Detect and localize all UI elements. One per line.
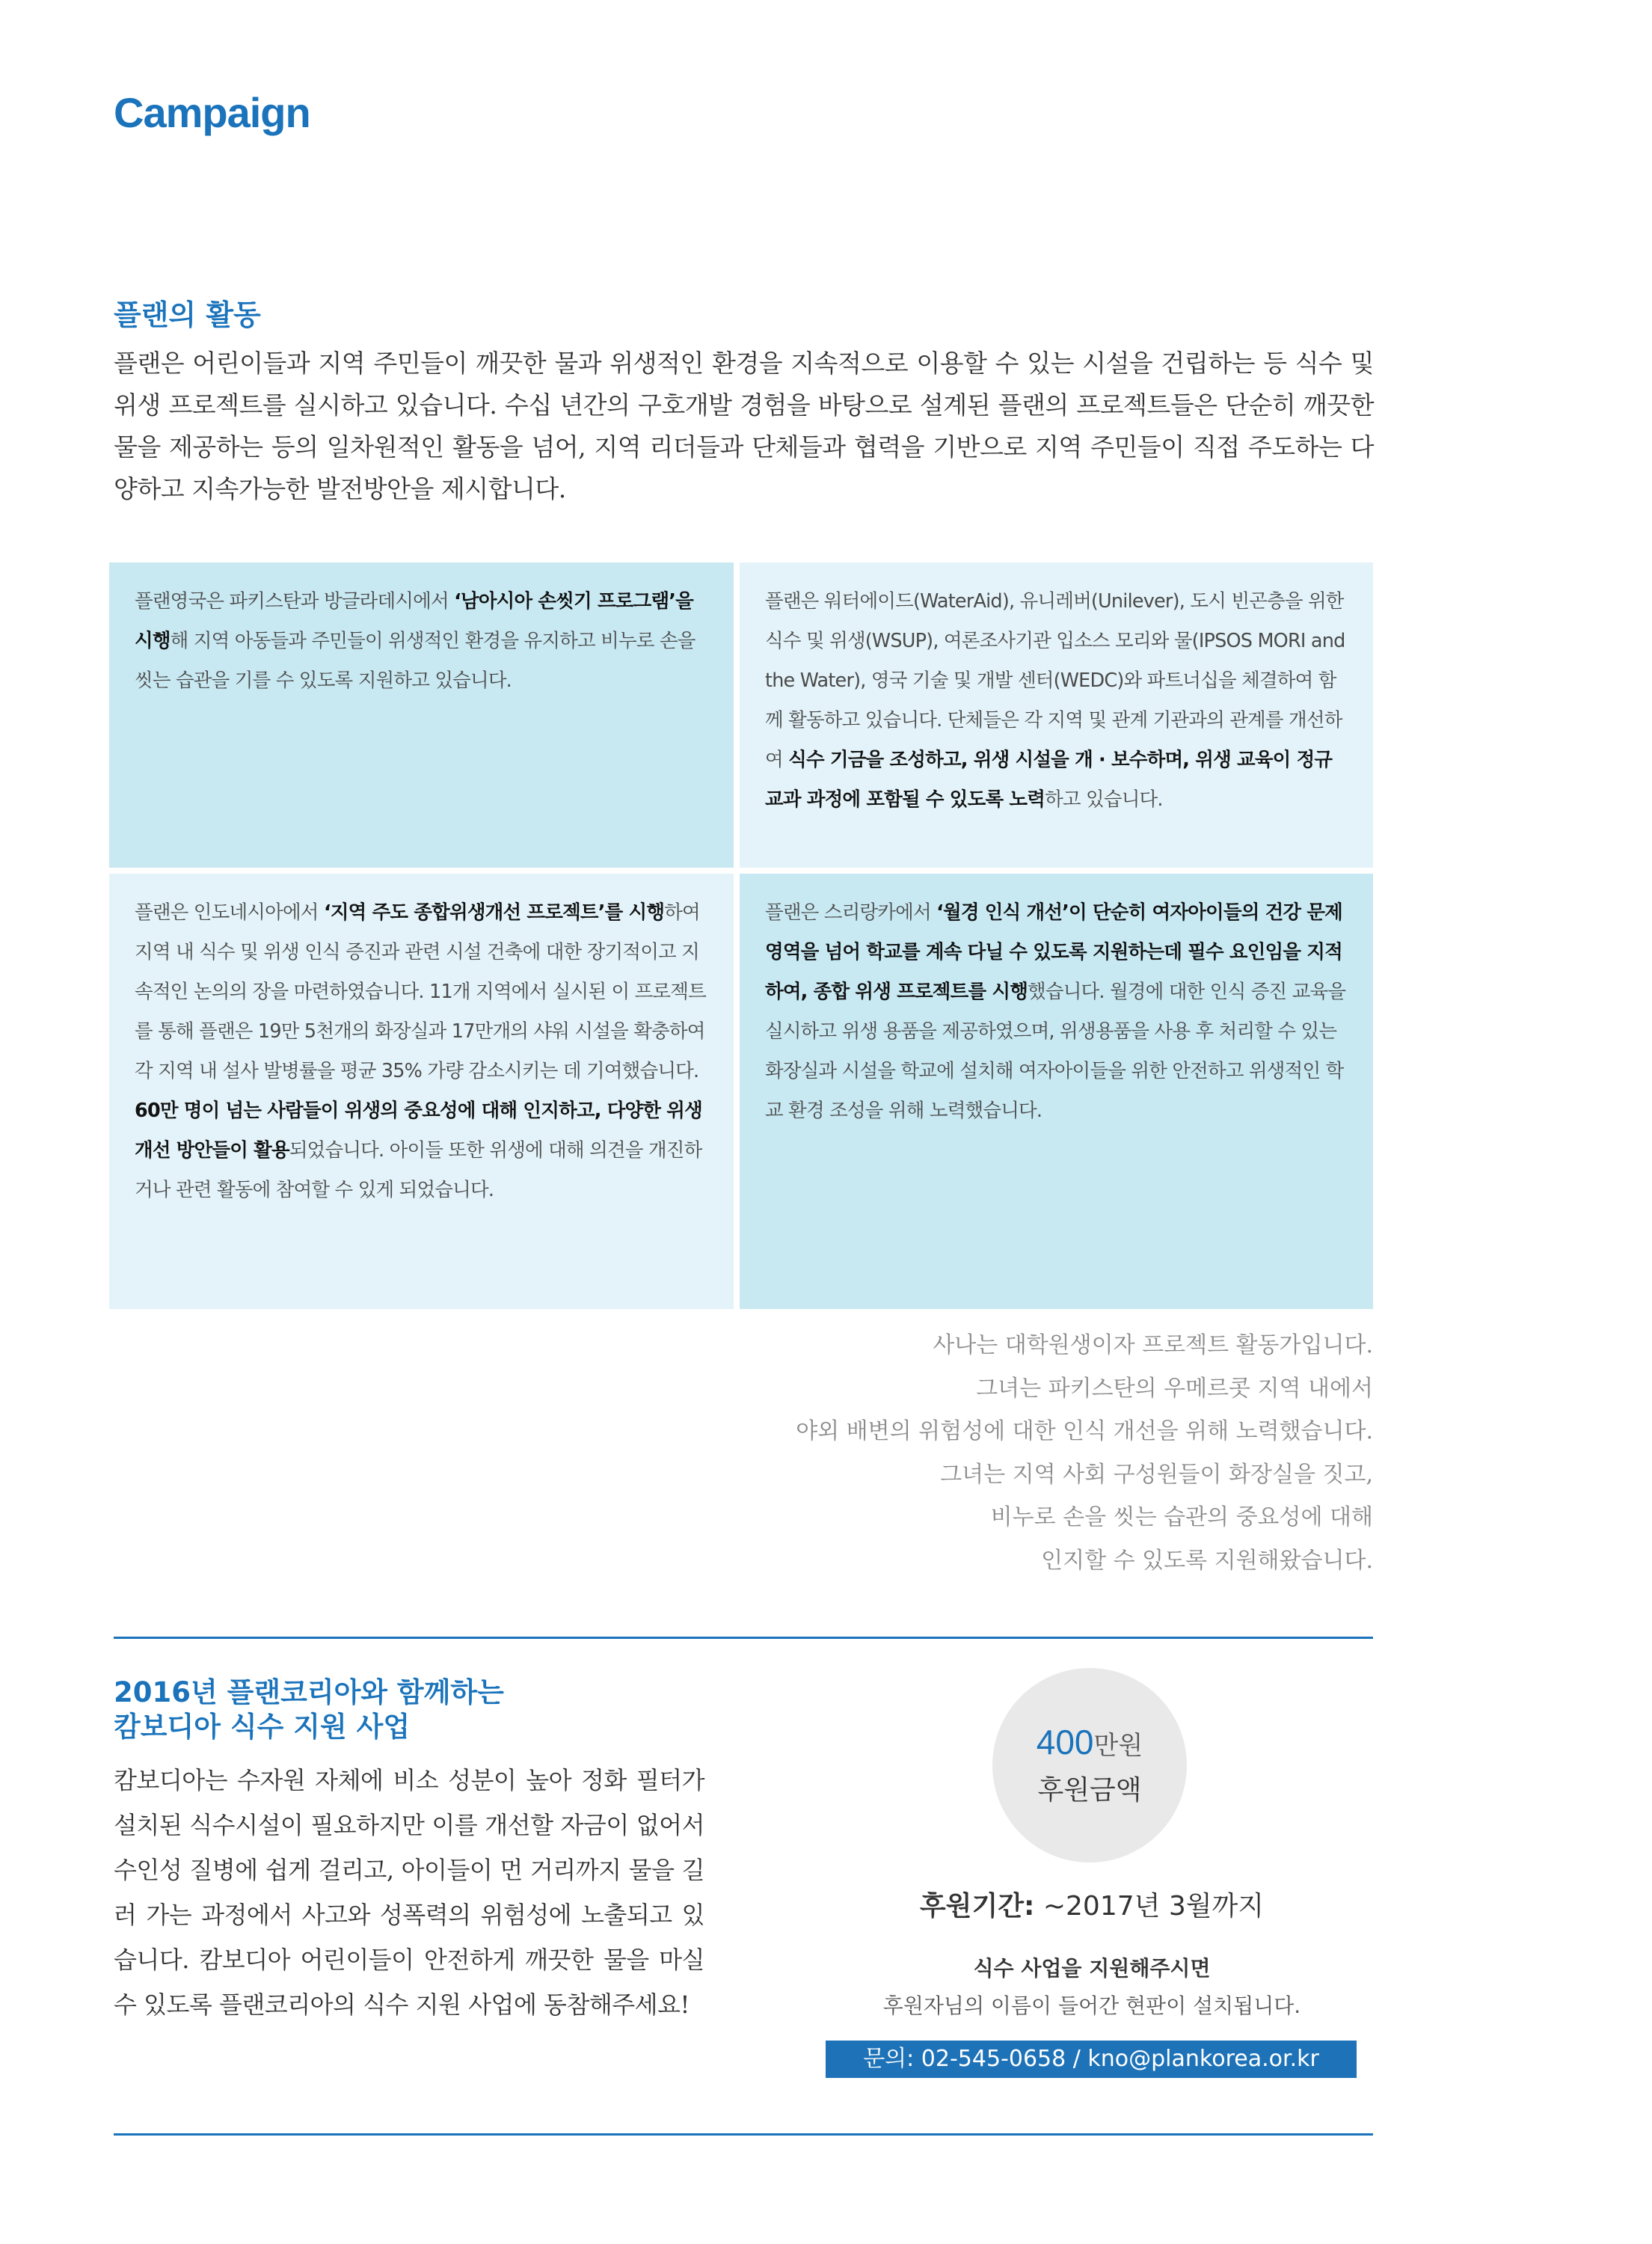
- divider-bottom: [114, 2133, 1373, 2136]
- support-body: 캄보디아는 수자원 자체에 비소 성분이 높아 정화 필터가 설치된 식수시설이 필요하지만 이를 개선할 자금이 없어서 수인성 질병에 쉽게 걸리고, 아이들이 먼 거리까지 물을 길러 가는 과정에서 사고와 성폭력의 위험성에 노출되고 있습니다. 캄보디아 어린이들이 안전하게 깨끗한 물을 마실 수 있도록 플랜코리아의 식수 지원 사업에 동참해주세요!: [114, 1766, 704, 2019]
- activity-box-indonesia: 플랜은 인도네시아에서 ‘지역 주도 종합위생개선 프로젝트’를 시행하여 지역 내 식수 및 위생 인식 증진과 관련 시설 건축에 대한 장기적이고 지속적인 논의의 장을 마련하였습니다. 11개 지역에서 실시된 이 프로젝트를 통해 플랜은 19만 5천개의 화장실과 17만개의 샤워 시설을 확충하여 각 지역 내 설사 발병률을 평균 35% 가량 감소시키는 데 기여했습니다. 60만 명이 넘는 사람들이 위생의 중요성에 대해 인지하고, 다양한 위생 개선 방안들이 활용되었습니다. 아이들 또한 위생에 대해 의견을 개진하거나 관련 활동에 참여할 수 있게 되었습니다.: [109, 874, 734, 1309]
- donation-amount-label: 후원금액: [1037, 1774, 1142, 1806]
- quote-block: [550, 1324, 1373, 1582]
- donation-amount: 400만원: [1036, 1723, 1143, 1762]
- support-note-title: 식수 사업을 지원해주시면: [973, 1956, 1211, 1981]
- quote-line: 그녀는 지역 사회 구성원들이 화장실을 짓고,: [940, 1461, 1373, 1488]
- quote-line: 야외 배변의 위험성에 대한 인식 개선을 위해 노력했습니다.: [796, 1418, 1373, 1444]
- support-note: 후원자님의 이름이 들어간 현판이 설치됩니다.: [882, 1993, 1301, 2018]
- activity-grid: [109, 562, 1373, 1309]
- support-title: 2016년 플랜코리아와 함께하는 캄보디아 식수 지원 사업: [114, 1676, 504, 1743]
- intro-paragraph: 플랜은 어린이들과 지역 주민들이 깨끗한 물과 위생적인 환경을 지속적으로 이용할 수 있는 시설을 건립하는 등 식수 및 위생 프로젝트를 실시하고 있습니다. 수십 년간의 구호개발 경험을 바탕으로 설계된 플랜의 프로젝트들은 단순히 깨끗한 물을 제공하는 등의 일차원적인 활동을 넘어, 지역 리더들과 단체들과 협력을 기반으로 지역 주민들이 직접 주도하는 다양하고 지속가능한 발전방안을 제시합니다.: [114, 349, 1374, 503]
- divider-top: [114, 1637, 1373, 1639]
- support-period: 후원기간: ~2017년 3월까지: [919, 1891, 1265, 1922]
- donation-amount-badge: [992, 1668, 1187, 1863]
- activity-box-uk: 플랜영국은 파키스탄과 방글라데시에서 ‘남아시아 손씻기 프로그램’을 시행해 지역 아동들과 주민들이 위생적인 환경을 유지하고 비누로 손을 씻는 습관을 기를 수 있도록 지원하고 있습니다.: [109, 562, 734, 868]
- section-title: 플랜의 활동: [114, 298, 261, 331]
- contact-info: 문의: 02-545-0658 / kno@plankorea.or.kr: [826, 2041, 1357, 2078]
- quote-line: 인지할 수 있도록 지원해왔습니다.: [1041, 1547, 1373, 1574]
- page-section-label: Campaign: [114, 89, 310, 136]
- quote-line: 사나는 대학원생이자 프로젝트 활동가입니다.: [933, 1332, 1373, 1358]
- activity-box-partners: 플랜은 워터에이드(WaterAid), 유니레버(Unilever), 도시 빈곤층을 위한 식수 및 위생(WSUP), 여론조사기관 입소스 모리와 물(IPSOS MORI and the Water), 영국 기술 및 개발 센터(WEDC)와 파트너십을 체결하여 함께 활동하고 있습니다. 단체들은 각 지역 및 관계 기관과의 관계를 개선하여 식수 기금을 조성하고, 위생 시설을 개 · 보수하며, 위생 교육이 정규 교과 과정에 포함될 수 있도록 노력하고 있습니다.: [740, 562, 1373, 868]
- activity-box-srilanka: 플랜은 스리랑카에서 ‘월경 인식 개선’이 단순히 여자아이들의 건강 문제 영역을 넘어 학교를 계속 다닐 수 있도록 지원하는데 필수 요인임을 지적하여, 종합 위생 프로젝트를 시행했습니다. 월경에 대한 인식 증진 교육을 실시하고 위생 용품을 제공하였으며, 위생용품을 사용 후 처리할 수 있는 화장실과 시설을 학교에 설치해 여자아이들을 위한 안전하고 위생적인 학교 환경 조성을 위해 노력했습니다.: [740, 874, 1373, 1309]
- quote-line: 그녀는 파키스탄의 우메르콧 지역 내에서: [976, 1375, 1373, 1402]
- quote-line: 비누로 손을 씻는 습관의 중요성에 대해: [990, 1504, 1373, 1530]
